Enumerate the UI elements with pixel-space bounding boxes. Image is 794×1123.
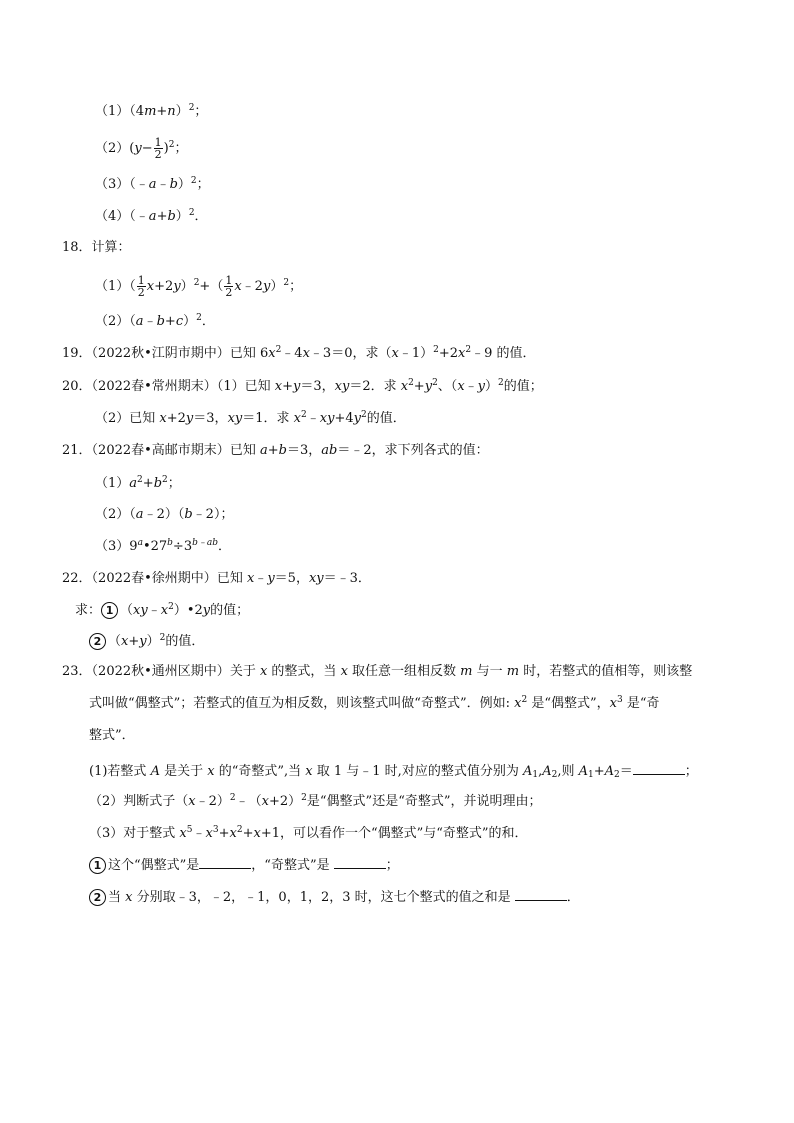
q22-ask-1: 求： 1 $(xy﹣x^2)•2y$的值； — [75, 602, 250, 618]
q17-item-2: （2）(y− $\frac{1}{2}$ )$^2$； — [95, 136, 188, 161]
circled-1-icon: 1 — [101, 602, 118, 619]
circled-2-icon: 2 — [89, 633, 106, 650]
q18-heading: 18．计算： — [62, 240, 131, 255]
q23-sub-3-part-1: 1 这个“偶整式”是 ，“奇整式”是 ； — [89, 856, 399, 874]
answer-blank-sum[interactable] — [515, 888, 567, 901]
answer-blank-even[interactable] — [199, 856, 251, 869]
q23-sub-2: （2）判断式子$(x﹣2)^2﹣(x+2)^2$是“偶整式”还是“奇整式”，并说明理由； — [89, 793, 542, 809]
q17-item-4: （4）（﹣a+b）$^2$． — [95, 208, 208, 224]
q23-para-3: 整式”． — [89, 728, 135, 743]
q21-item-3: $(3)9^a•27^b\div 3^{b﹣ab}$． — [95, 538, 231, 554]
q23-sub-1: (1)若整式 A 是关于 x 的“奇整式”,当 x 取 1 与﹣1 时,对应的整式值分别为 $A_1,A_2$,则 $A_1+A_2=$ ； — [89, 764, 698, 780]
circled-1-icon: 1 — [89, 857, 106, 874]
q18-item-1: （1）（ $\frac{1}{2}$ x+2y）$^2$+（ $\frac{1}{2}$ x﹣2y）$^2$； — [95, 274, 303, 299]
q21-item-2: （2）（a﹣2）（b﹣2）； — [95, 507, 234, 522]
q20-line-1: 20．（2022春•常州期末）（1）已知 x+y＝3，xy＝2．求 $x^2+y^2$、（x﹣y）$^2$的值； — [62, 378, 543, 394]
q19-text: 19．（2022秋•江阴市期中）已知 $6x^2﹣4x﹣3=0$，求$(x﹣1)^2+2x^2﹣9$ 的值． — [62, 345, 536, 361]
q17-item-1: $(1)(4m+n)^2$； — [95, 103, 208, 119]
q17-item-3: （3）（﹣a﹣b）$^2$； — [95, 176, 210, 192]
q18-item-2: （2）（a﹣b+c）$^2$． — [95, 313, 215, 329]
q22-ask-2: 2 $(x+y)^2$的值． — [89, 633, 204, 650]
q21-text: 21．（2022春•高邮市期末）已知 a+b＝3，ab＝﹣2，求下列各式的值： — [62, 443, 489, 458]
q23-para-1: 23．（2022秋•通州区期中）关于 x 的整式，当 x 取任意一组相反数 m 与一 m 时，若整式的值相等，则该整 — [62, 664, 693, 679]
q23-sub-3-part-2: 2 当 x 分别取﹣3，﹣2，﹣1，0，1，2，3 时，这七个整式的值之和是 ． — [89, 888, 580, 906]
q23-sub-3: （3）对于整式 $x^5﹣x^3+x^2+x+1$，可以看作一个“偶整式”与“奇整式”的和． — [89, 825, 528, 841]
answer-blank-odd[interactable] — [334, 856, 386, 869]
answer-blank-1[interactable] — [633, 762, 685, 775]
q22-text: 22．（2022春•徐州期中）已知 x﹣y＝5，xy＝﹣3． — [62, 571, 371, 586]
circled-2-icon: 2 — [89, 889, 106, 906]
q21-item-1: $(1)a^2+b^2$； — [95, 475, 181, 491]
q20-line-2: （2）已知 x+2y＝3，xy＝1．求 $x^2﹣xy+4y^2$的值． — [95, 410, 406, 426]
q23-para-2: 式叫做“偶整式”；若整式的值互为相反数，则该整式叫做“奇整式”．例如: $x^2$ 是“偶整式”，$x^3$ 是“奇 — [89, 695, 660, 711]
fraction-one-half: $\frac{1}{2}$ — [154, 136, 162, 161]
